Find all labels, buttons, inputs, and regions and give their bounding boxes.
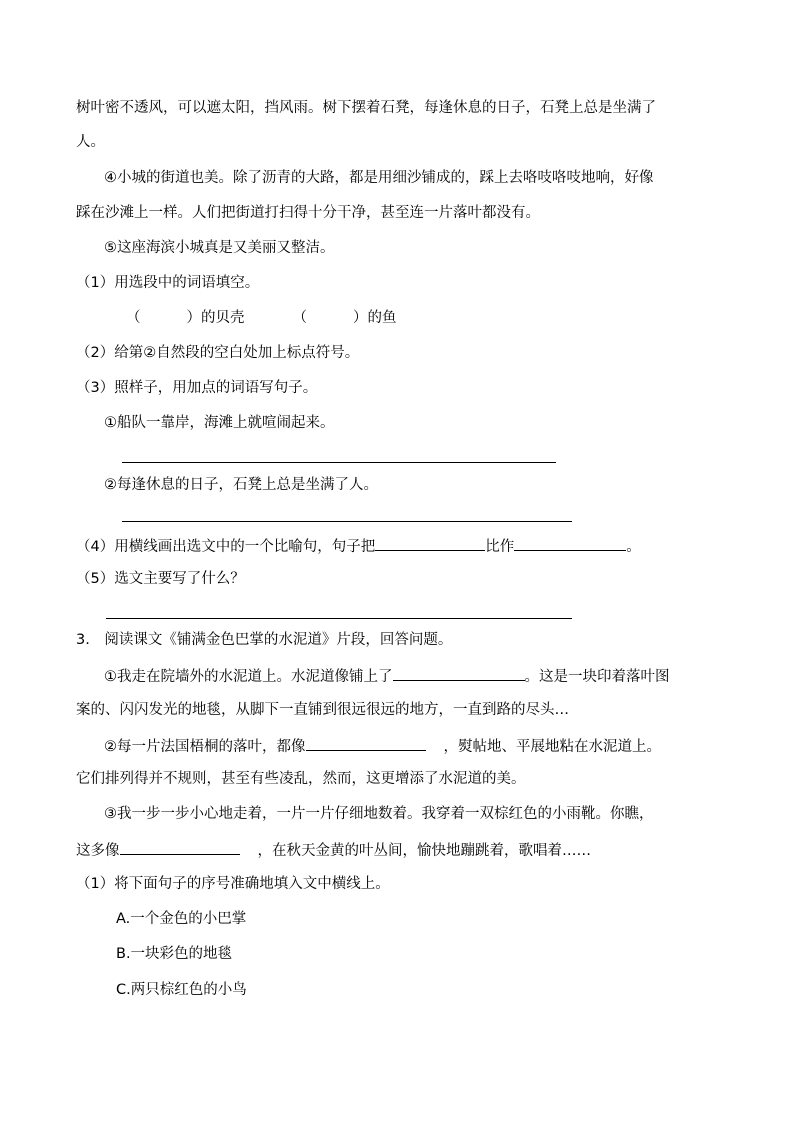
- section-3-paragraph-3-line2: [76, 839, 591, 861]
- fill-suffix: ）的贝壳: [186, 310, 245, 326]
- answer-blank[interactable]: [393, 665, 525, 681]
- passage-line: 树叶密不透风，可以遮太阳，挡风雨。树下摆着石凳，每逢休息的日子，石凳上总是坐满了: [76, 100, 656, 116]
- answer-blank[interactable]: [306, 735, 426, 751]
- question-3-example-1: ①船队一靠岸，海滩上就喧闹起来。: [104, 415, 335, 431]
- paragraph-4-line: ④小城的街道也美。除了沥青的大路，都是用细沙铺成的，踩上去咯吱咯吱地响，好像: [104, 170, 654, 186]
- paragraph-text: 。这是一块印着落叶图: [524, 669, 670, 685]
- answer-blank[interactable]: [375, 535, 485, 551]
- section-3-question-1-label: （1）将下面句子的序号准确地填入文中横线上。: [76, 876, 390, 892]
- answer-line[interactable]: [122, 462, 556, 463]
- fill-suffix: ）的鱼: [353, 310, 397, 326]
- question-4-text: 。: [626, 539, 641, 555]
- answer-line[interactable]: [122, 521, 572, 522]
- paren-open: （: [292, 310, 307, 326]
- passage-line: 人。: [76, 134, 105, 150]
- question-4-text: 比作: [485, 539, 515, 555]
- question-1-fill-blanks: [126, 308, 397, 328]
- paragraph-text: ，在秋天金黄的叶丛间，愉快地蹦跳着，歌唱着……: [257, 843, 591, 859]
- option-b: B.一块彩色的地毯: [116, 946, 233, 962]
- answer-blank[interactable]: [514, 535, 626, 551]
- option-a: A.一个金色的小巴掌: [116, 911, 247, 927]
- paragraph-text: 这多像: [76, 843, 120, 859]
- question-4-text: （4）用横线画出选文中的一个比喻句，句子把: [76, 539, 376, 555]
- section-3-paragraph-2: [104, 735, 661, 757]
- section-3-heading: 3. 阅读课文《铺满金色巴掌的水泥道》片段，回答问题。: [76, 632, 453, 648]
- paragraph-text: ②每一片法国梧桐的落叶，都像: [104, 739, 306, 755]
- section-3-paragraph-1-line2: 案的、闪闪发光的地毯，从脚下一直铺到很远很远的地方，一直到路的尽头…: [76, 702, 569, 718]
- question-2-label: （2）给第②自然段的空白处加上标点符号。: [76, 345, 360, 361]
- section-3-paragraph-2-line2: 它们排列得并不规则，甚至有些凌乱，然而，这更增添了水泥道的美。: [76, 771, 526, 787]
- paragraph-text: ①我走在院墙外的水泥道上。水泥道像铺上了: [104, 669, 393, 685]
- answer-line[interactable]: [106, 618, 572, 619]
- question-1-label: （1）用选段中的词语填空。: [76, 275, 260, 291]
- paragraph-4-line: 踩在沙滩上一样。人们把街道打扫得十分干净，甚至连一片落叶都没有。: [76, 205, 540, 221]
- question-3-example-2: ②每逢休息的日子，石凳上总是坐满了人。: [104, 477, 378, 493]
- paragraph-text: ，熨帖地、平展地粘在水泥道上。: [443, 739, 661, 755]
- question-5-label: （5）选文主要写了什么？: [76, 571, 245, 587]
- section-3-paragraph-1: [104, 665, 670, 687]
- question-3-label: （3）照样子，用加点的词语写句子。: [76, 380, 318, 396]
- paren-open: （: [126, 310, 141, 326]
- option-c: C.两只棕红色的小鸟: [116, 982, 247, 998]
- paragraph-5: ⑤这座海滨小城真是又美丽又整洁。: [104, 240, 335, 256]
- section-3-paragraph-3: ③我一步一步小心地走着，一片一片仔细地数着。我穿着一双棕红色的小雨靴。你瞧，: [104, 806, 654, 822]
- answer-blank[interactable]: [120, 839, 240, 855]
- question-4: [76, 535, 641, 557]
